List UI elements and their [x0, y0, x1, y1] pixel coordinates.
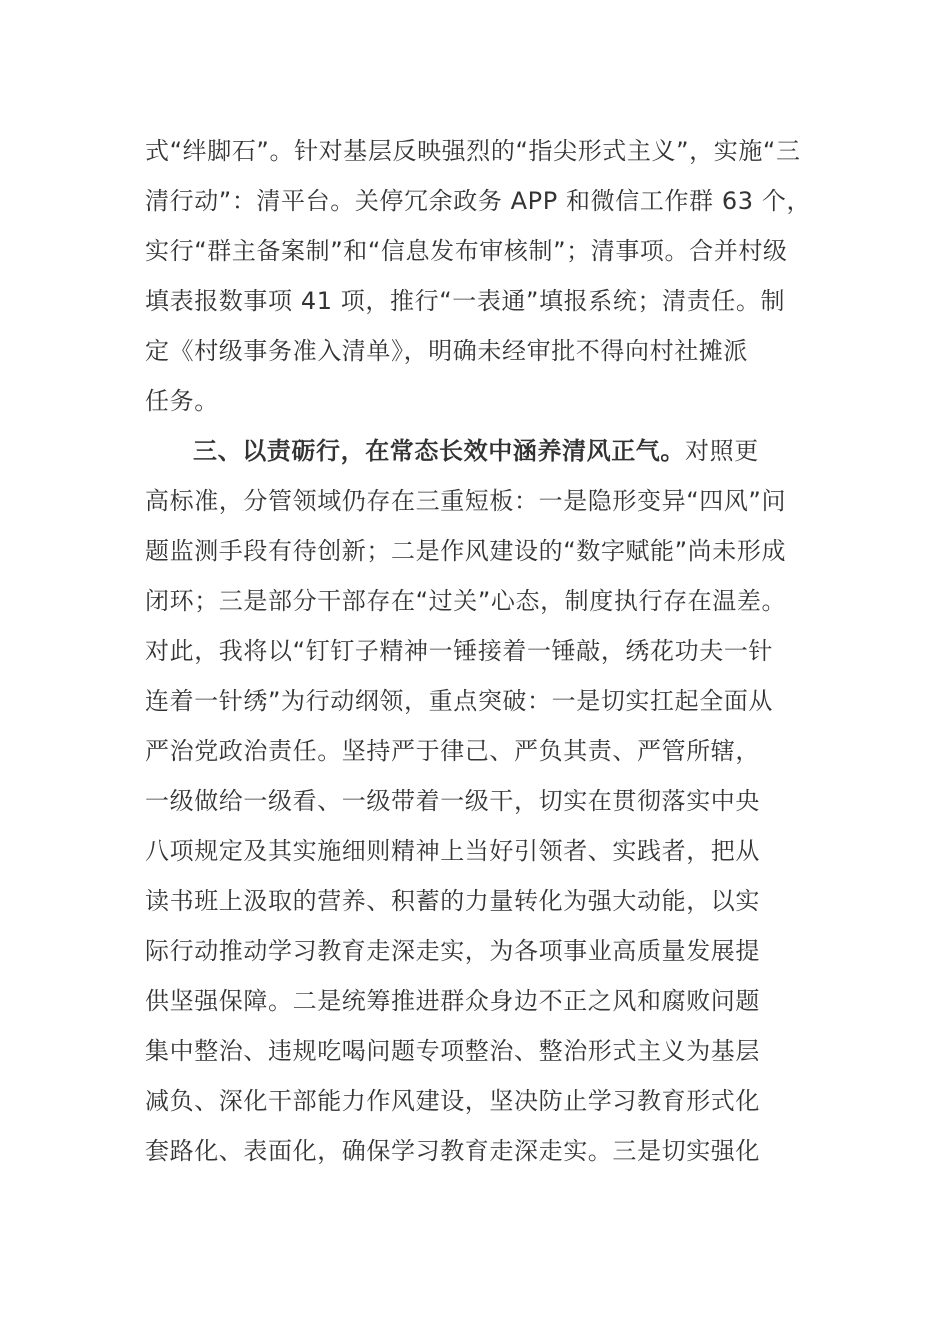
text-line: 集中整治、违规吃喝问题专项整治、整治形式主义为基层: [145, 1037, 760, 1065]
paragraph-section-three: [145, 426, 810, 1176]
text-line: 高标准，分管领域仍存在三重短板：一是隐形变异“四风”问: [145, 487, 787, 515]
text-line: 清行动”：清平台。关停冗余政务 APP 和微信工作群 63 个，: [145, 187, 812, 215]
text-line: 题监测手段有待创新；二是作风建设的“数字赋能”尚未形成: [145, 537, 787, 565]
section-heading: 三、以责砺行，在常态长效中涵养清风正气。: [193, 437, 685, 465]
text-line: 际行动推动学习教育走深走实，为各项事业高质量发展提: [145, 937, 760, 965]
text-line: 式“绊脚石”。针对基层反映强烈的“指尖形式主义”，实施“三: [145, 137, 801, 165]
text-line-first: [145, 426, 810, 476]
text-line: 减负、深化干部能力作风建设，坚决防止学习教育形式化: [145, 1087, 760, 1115]
text-line: 对此，我将以“钉钉子精神一锤接着一锤敲，绣花功夫一针: [145, 637, 774, 665]
text-line: 定《村级事务准入清单》，明确未经审批不得向村社摊派: [145, 337, 748, 365]
text-line: 填表报数事项 41 项，推行“一表通”填报系统；清责任。制: [145, 287, 786, 315]
text-line: 连着一针绣”为行动纲领，重点突破：一是切实扛起全面从: [145, 687, 774, 715]
text-line: 供坚强保障。二是统筹推进群众身边不正之风和腐败问题: [145, 987, 760, 1015]
text-line: 严治党政治责任。坚持严于律己、严负其责、严管所辖，: [145, 737, 760, 765]
heading-trailing-text: 对照更: [685, 437, 759, 465]
text-line: 读书班上汲取的营养、积蓄的力量转化为强大动能，以实: [145, 887, 760, 915]
paragraph-three-clear-actions: [145, 126, 810, 426]
text-line: 任务。: [145, 387, 219, 415]
text-line: 一级做给一级看、一级带着一级干，切实在贯彻落实中央: [145, 787, 760, 815]
text-line: 闭环；三是部分干部存在“过关”心态，制度执行存在温差。: [145, 587, 787, 615]
document-body: [145, 126, 810, 1176]
text-line: 实行“群主备案制”和“信息发布审核制”；清事项。合并村级: [145, 237, 788, 265]
text-line: 套路化、表面化，确保学习教育走深走实。三是切实强化: [145, 1137, 760, 1165]
text-line: 八项规定及其实施细则精神上当好引领者、实践者，把从: [145, 837, 760, 865]
